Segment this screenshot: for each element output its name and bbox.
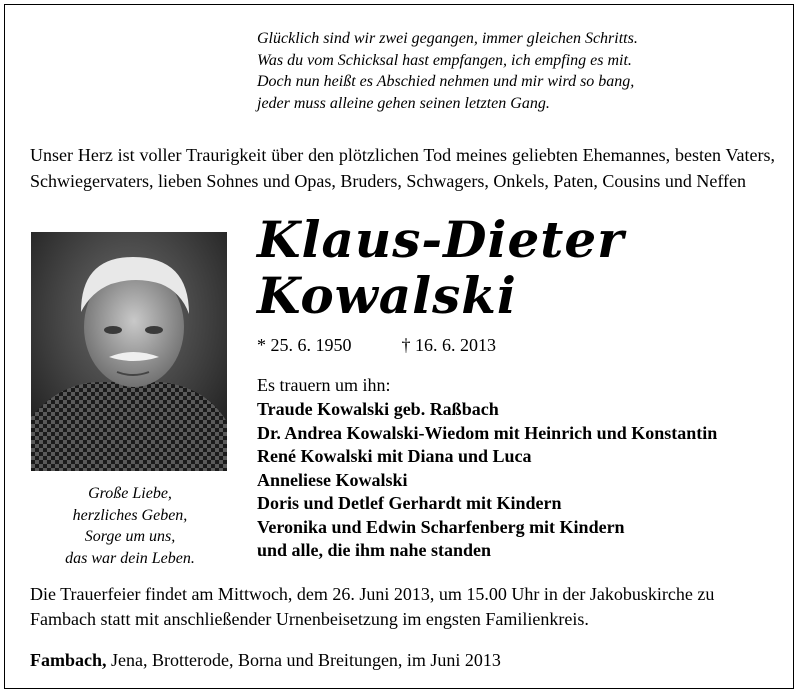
mourner: Anneliese Kowalski bbox=[257, 469, 408, 490]
mourner: Veronika und Edwin Scharfenberg mit Kindern bbox=[257, 516, 625, 537]
poem-line: Was du vom Schicksal hast empfangen, ich empfing es mit. bbox=[257, 51, 632, 69]
last-name: Kowalski bbox=[257, 266, 517, 325]
life-dates bbox=[257, 333, 496, 357]
caption-line: herzliches Geben, bbox=[72, 506, 188, 524]
mourners-list bbox=[257, 398, 717, 563]
mourner: Doris und Detlef Gerhardt mit Kindern bbox=[257, 493, 562, 513]
closing-line bbox=[30, 648, 501, 672]
photo-caption bbox=[30, 483, 230, 569]
service-text: Die Trauerfeier findet am Mittwoch, dem 26. Juni 2013, um 15.00 Uhr in der Jakobuskirche zu Fambach statt mit anschließender Urnenbeisetzung im engsten Familienkreis. bbox=[30, 584, 715, 629]
death-date: † 16. 6. 2013 bbox=[401, 335, 496, 355]
poem-line: Doch nun heißt es Abschied nehmen und mir wird so bang, bbox=[257, 73, 635, 90]
caption-line: das war dein Leben. bbox=[65, 549, 195, 567]
portrait-photo bbox=[31, 232, 227, 471]
closing-place: Fambach, bbox=[30, 650, 107, 670]
birth-date: * 25. 6. 1950 bbox=[257, 335, 352, 355]
first-name: Klaus-Dieter bbox=[257, 210, 625, 269]
caption-line: Große Liebe, bbox=[88, 485, 172, 502]
poem-line: Glücklich sind wir zwei gegangen, immer gleichen Schritts. bbox=[257, 30, 638, 47]
mourner: und alle, die ihm nahe standen bbox=[257, 540, 492, 560]
mourner: René Kowalski mit Diana und Luca bbox=[257, 446, 532, 466]
poem bbox=[257, 28, 638, 114]
mourner: Dr. Andrea Kowalski-Wiedom mit Heinrich und Konstantin bbox=[257, 422, 718, 443]
mourner: Traude Kowalski geb. Raßbach bbox=[257, 399, 499, 419]
mourners-heading: Es trauern um ihn: bbox=[257, 375, 391, 395]
closing-rest: Jena, Brotterode, Borna und Breitungen, im Juni 2013 bbox=[106, 650, 501, 670]
caption-line: Sorge um uns, bbox=[84, 528, 176, 545]
intro-text: Unser Herz ist voller Traurigkeit über den plötzlichen Tod meines geliebten Ehemannes, besten Vaters, Schwiegervaters, lieben Sohnes und Opas, Bruders, Schwagers, Onkels, Paten, Cousins und Neffen bbox=[30, 145, 775, 191]
deceased-name bbox=[257, 212, 625, 324]
poem-line: jeder muss alleine gehen seinen letzten Gang. bbox=[257, 94, 550, 112]
